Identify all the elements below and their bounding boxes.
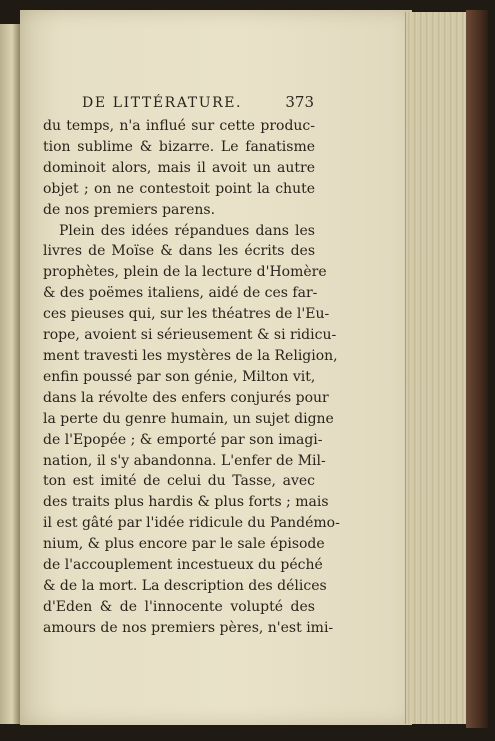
text-line: amours de nos premiers pères, n'est imi- — [43, 619, 334, 636]
text-line: il est gâté par l'idée ridicule du Pandémo- — [43, 515, 340, 532]
text-line: prophètes, plein de la lecture d'Homère — [43, 264, 327, 281]
text-line: de l'Epopée ; & emporté par son imagi- — [43, 431, 323, 448]
text-line: & de la mort. La description des délices — [43, 577, 327, 594]
text-line: de l'accouplement incestueux du péché — [43, 557, 323, 574]
text-line: rope, avoient si sérieusement & si ridicu- — [43, 327, 337, 344]
facing-page-edge — [0, 24, 21, 724]
text-line: objet ; on ne contestoit point la chute — [43, 180, 315, 197]
book-cover — [466, 10, 488, 728]
text-line: tion sublime & bizarre. Le fanatisme — [43, 138, 315, 155]
text-line: livres de Moïse & dans les écrits des — [43, 243, 315, 260]
text-line: la perte du genre humain, un sujet digne — [43, 410, 334, 427]
text-line: dominoit alors, mais il avoit un autre — [43, 159, 315, 176]
text-line: & des poëmes italiens, aidé de ces far- — [43, 285, 318, 302]
text-line: d'Eden & de l'innocente volupté des — [43, 598, 315, 615]
paragraph-1 — [43, 116, 315, 221]
text-line: ton est imité de celui du Tasse, avec — [43, 473, 315, 490]
running-head-title: DE LITTÉRATURE. — [82, 95, 243, 111]
text-line: enfin poussé par son génie, Milton vit, — [43, 368, 316, 385]
text-line: Plein des idées répandues dans les — [59, 222, 315, 239]
text-line: ment travesti les mystères de la Religion, — [43, 347, 338, 364]
page-edges — [405, 12, 468, 724]
body-text — [43, 116, 340, 639]
paragraph-2 — [43, 221, 340, 639]
text-line: nium, & plus encore par le sale épisode — [43, 536, 325, 553]
page-number: 373 — [285, 93, 314, 111]
text-line: dans la révolte des enfers conjurés pour — [43, 389, 329, 406]
text-line: du temps, n'a influé sur cette produc- — [43, 118, 315, 134]
running-head — [82, 93, 314, 111]
text-line: des traits plus hardis & plus forts ; mais — [43, 494, 329, 511]
text-line: de nos premiers parens. — [43, 201, 216, 218]
text-line: ces pieuses qui, sur les théatres de l'Eu- — [43, 306, 330, 323]
text-line: nation, il s'y abandonna. L'enfer de Mil- — [43, 452, 326, 469]
